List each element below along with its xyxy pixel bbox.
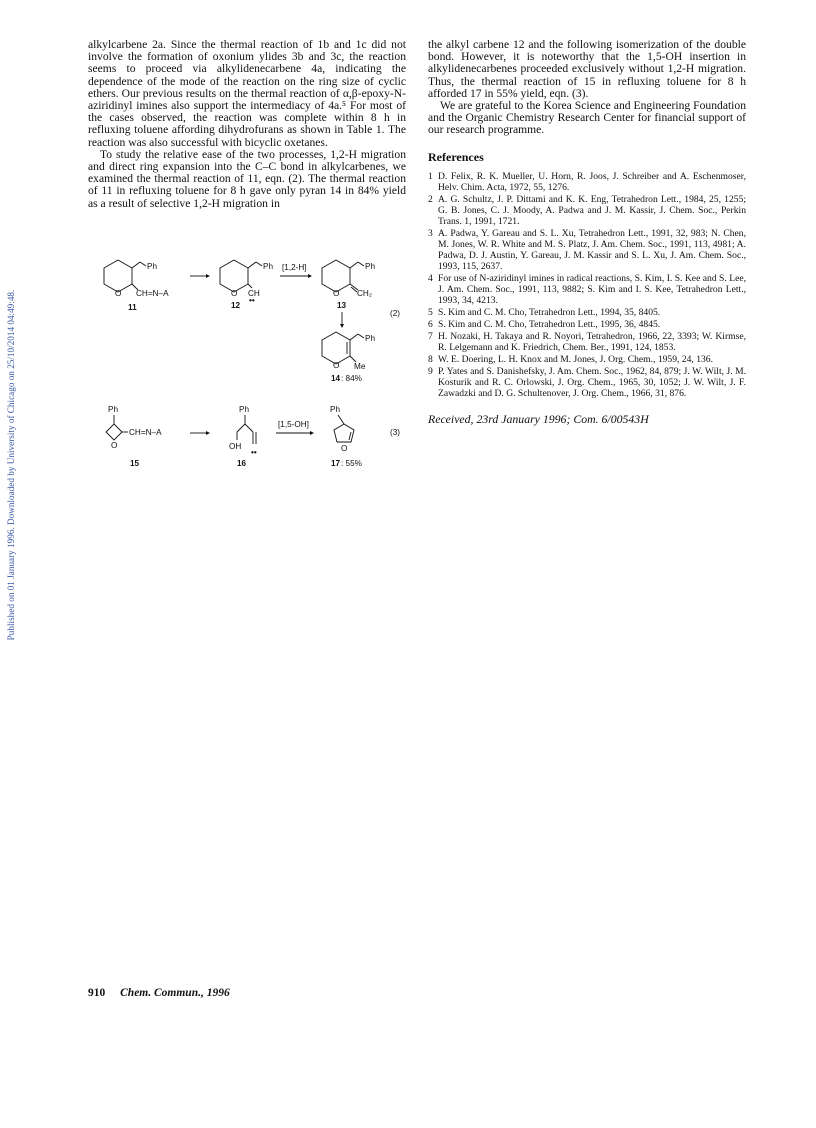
reference-text: S. Kim and C. M. Cho, Tetrahedron Lett., 1995, 36, 4845. — [438, 318, 661, 330]
reference-number: 2 — [428, 193, 433, 205]
ring-oxygen-label: O — [333, 289, 340, 298]
reference-text: H. Nozaki, H. Takaya and R. Noyori, Tetrahedron, 1966, 22, 3393; W. Kirmse, R. Lelgemann and K. Friedrich, Chem. Ber., 1991, 124, 1853. — [438, 330, 746, 353]
methyl-label: Me — [354, 362, 366, 371]
compound-label: 11 — [128, 303, 137, 312]
body-paragraph: the alkyl carbene 12 and the following isomerization of the double bond. However, it is noteworthy that the 1,5-OH insertion in alkylidenecarbenes proceeded exclusively without 1,2-H migration. Thus, the thermal reaction of 15 in refluxing toluene for 8 h afforded 17 in 55% yield, eqn. (3). — [428, 38, 746, 100]
reference-item — [428, 366, 746, 399]
methylene-label: CH₂ — [357, 289, 373, 298]
step-label: [1,2-H] — [282, 263, 307, 272]
reference-number: 3 — [428, 227, 433, 239]
reference-text: A. Padwa, Y. Gareau and S. L. Xu, Tetrahedron Lett., 1991, 32, 983; N. Chen, M. Jones, W. R. White and M. S. Platz, J. Am. Chem. Soc., 1991, 113, 4981; A. Padwa, D. J. Austin, Y. Gareau, J. M. Kassir and S. L. Xu, J. Am. Chem. Soc., 1993, 115, 2637. — [438, 227, 746, 272]
isomerization-arrow — [340, 312, 344, 328]
reaction-arrow — [190, 274, 210, 278]
phenyl-label: Ph — [330, 405, 341, 414]
reference-number: 6 — [428, 318, 433, 330]
received-date: Received, 23rd January 1996; Com. 6/00543H — [428, 411, 649, 426]
step-label: [1,5-OH] — [278, 420, 309, 429]
references-list — [428, 171, 746, 399]
reaction-arrow — [190, 431, 210, 435]
reference-text: For use of N-aziridinyl imines in radical reactions, S. Kim, I. S. Kee and S. Lee, J. Am. Chem. Soc., 1991, 113, 9882; S. Kim and I. S. Kee, Tetrahedron Lett., 1993, 34, 4213. — [438, 272, 746, 306]
compound-12 — [220, 260, 273, 310]
reference-number: 5 — [428, 306, 433, 318]
ring-oxygen-label: O — [231, 289, 238, 298]
hydroxyl-label: OH — [229, 442, 242, 451]
compound-14 — [322, 332, 375, 383]
reference-number: 8 — [428, 353, 433, 365]
references-heading: References — [428, 149, 484, 164]
ring-oxygen-label: O — [333, 361, 340, 370]
compound-17 — [330, 405, 362, 468]
reference-item — [428, 171, 746, 193]
equation-number: (3) — [390, 428, 401, 437]
compound-16 — [229, 405, 257, 468]
imine-label: CH=N–A — [129, 428, 162, 437]
reference-text: W. E. Doering, L. H. Knox and M. Jones, J. Org. Chem., 1959, 24, 136. — [438, 353, 714, 365]
reference-item — [428, 273, 746, 306]
phenyl-label: Ph — [108, 405, 119, 414]
phenyl-label: Ph — [365, 262, 376, 271]
equation-number: (2) — [390, 309, 401, 318]
phenyl-label: Ph — [147, 262, 158, 271]
reference-text: P. Yates and S. Danishefsky, J. Am. Chem. Soc., 1962, 84, 879; J. W. Wilt, J. M. Kosturik and R. C. Orlowski, J. Org. Chem., 1965, 30, 1052; J. W. Wilt, J. F. Zawadzki and D. G. Schultenover, J. Org. Chem., 1966, 31, 876. — [438, 365, 746, 399]
reference-number: 7 — [428, 330, 433, 342]
body-paragraph: To study the relative ease of the two processes, 1,2-H migration and direct ring expansion into the C–C bond in alkylcarbenes, we examined the thermal reaction of 11, eqn. (2). The thermal reaction of 11 in refluxing toluene for 8 h gave only pyran 14 in 84% yield as a result of selective 1,2-H migration in — [88, 147, 406, 210]
carbene-dots: •• — [249, 296, 255, 305]
reference-item — [428, 354, 746, 365]
reference-text: A. G. Schultz, J. P. Dittami and K. K. Eng, Tetrahedron Lett., 1984, 25, 1255; G. B. Jones, C. J. Moody, A. Padwa and J. M. Kassir, J. Chem. Soc., Perkin Trans. 1, 1991, 1721. — [438, 193, 746, 227]
reaction-arrow — [276, 420, 314, 435]
compound-label: 14 — [331, 374, 341, 383]
reference-text: S. Kim and C. M. Cho, Tetrahedron Lett., 1994, 35, 8405. — [438, 306, 661, 318]
compound-label: 16 — [237, 459, 247, 468]
compound-13 — [322, 260, 375, 310]
yield-label: : 55% — [341, 459, 362, 468]
left-column — [88, 39, 406, 210]
phenyl-label: Ph — [365, 334, 376, 343]
ring-oxygen-label: O — [111, 441, 118, 450]
compound-11 — [104, 260, 169, 312]
acknowledgement-paragraph: We are grateful to the Korea Science and Engineering Foundation and the Organic Chemistry Research Center for financial support of our research programme. — [428, 99, 746, 137]
right-column — [428, 39, 746, 425]
reference-number: 4 — [428, 272, 433, 284]
reference-item — [428, 331, 746, 353]
compound-label: 12 — [231, 301, 241, 310]
yield-label: : 84% — [341, 374, 362, 383]
reference-item — [428, 319, 746, 330]
reaction-arrow — [280, 263, 312, 278]
phenyl-label: Ph — [263, 262, 274, 271]
compound-label: 15 — [130, 459, 140, 468]
ring-oxygen-label: O — [341, 444, 348, 453]
reference-item — [428, 307, 746, 318]
ring-oxygen-label: O — [115, 289, 122, 298]
reference-number: 9 — [428, 365, 433, 377]
compound-label: 17 — [331, 459, 341, 468]
reference-number: 1 — [428, 170, 433, 182]
reference-item — [428, 228, 746, 272]
download-watermark-text: Published on 01 January 1996. Downloaded by University of Chicago on 25/10/2014 04:49:48. — [6, 289, 16, 641]
carbene-dots: •• — [251, 448, 257, 457]
reference-item — [428, 194, 746, 227]
download-watermark — [2, 240, 20, 690]
journal-name: Chem. Commun., 1996 — [120, 987, 230, 999]
page-footer — [88, 987, 230, 999]
page-number: 910 — [88, 987, 106, 999]
imine-label: CH=N–A — [136, 289, 169, 298]
phenyl-label: Ph — [239, 405, 250, 414]
carbene-label: CH — [248, 289, 260, 298]
reference-text: D. Felix, R. K. Mueller, U. Horn, R. Joos, J. Schreiber and A. Eschenmoser, Helv. Chim. Acta, 1972, 55, 1276. — [438, 170, 746, 193]
compound-label: 13 — [337, 301, 347, 310]
reaction-scheme — [88, 252, 406, 492]
compound-15 — [106, 405, 162, 468]
body-paragraph: alkylcarbene 2a. Since the thermal reaction of 1b and 1c did not involve the formation of oxonium ylides 3b and 3c, the reaction seems to proceed via alkylidenecarbene 4a, indicating the dependence of the mode of the reaction on the ring size of cyclic ethers. Our previous results on the thermal reaction of α,β-epoxy-N-aziridinyl imines also support the intermediacy of 4a.⁵ For most of the cases observed, the reaction was complete within 8 h in refluxing toluene affording dihydrofurans as shown in Table 1. The reaction was also successful with bicyclic oxetanes. — [88, 38, 406, 149]
